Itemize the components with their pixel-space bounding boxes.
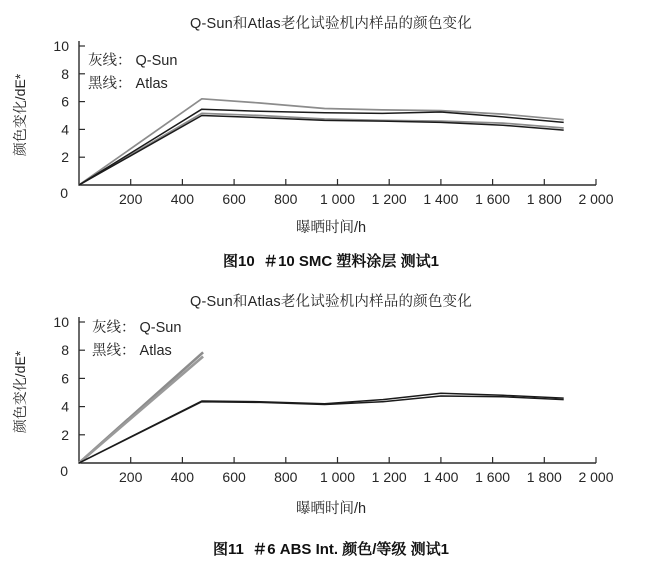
legend-entry-qsun: 灰线： Q-Sun xyxy=(88,53,178,69)
legend-fig10 xyxy=(88,50,177,96)
x-tick-label: 800 xyxy=(274,191,298,207)
y-axis-label-fig10: 颜色变化/dE* xyxy=(12,73,28,157)
x-tick-label: 1 800 xyxy=(526,469,562,485)
y-tick-label: 8 xyxy=(61,342,69,359)
x-tick-label: 1 600 xyxy=(475,469,511,485)
figure-caption-fig10: 图10 ＃10 SMC 塑料涂层 测试1 xyxy=(223,253,439,270)
series-line-atlas-2 xyxy=(79,396,564,463)
y-tick-label: 10 xyxy=(53,38,69,54)
y-tick-label: 2 xyxy=(61,426,69,443)
x-axis-label-fig11: 曝晒时间/h xyxy=(295,501,367,517)
legend-entry-qsun: 灰线： Q-Sun xyxy=(92,320,182,336)
x-tick-label: 1 200 xyxy=(371,469,407,485)
x-tick-label: 1 400 xyxy=(423,469,459,485)
x-tick-label: 1 600 xyxy=(475,191,511,207)
x-tick-label: 1 000 xyxy=(319,191,356,207)
legend-entry-atlas: 黑线： Atlas xyxy=(88,76,168,92)
y-tick-label: 2 xyxy=(61,149,69,166)
series-line-atlas-2 xyxy=(79,116,564,186)
x-tick-label: 600 xyxy=(222,191,246,207)
y-tick-label: 8 xyxy=(61,65,69,82)
y-tick-label: 4 xyxy=(61,121,69,138)
x-tick-label: 1 800 xyxy=(526,191,562,207)
x-tick-label: 400 xyxy=(170,469,195,485)
x-tick-label: 2 000 xyxy=(578,469,614,485)
x-tick-label: 400 xyxy=(170,191,195,207)
x-tick-label: 200 xyxy=(119,191,143,207)
y-tick-label: 6 xyxy=(61,93,69,110)
x-tick-label: 200 xyxy=(119,469,143,485)
line-chart-fig10 xyxy=(0,0,662,250)
x-tick-label: 1 000 xyxy=(319,469,356,485)
legend-fig11 xyxy=(92,317,181,363)
legend-entry-atlas: 黑线： Atlas xyxy=(92,343,172,359)
x-tick-label: 1 400 xyxy=(423,191,459,207)
y-tick-label: 6 xyxy=(61,370,69,387)
chart-title-fig11: Q-Sun和Atlas老化试验机内样品的颜色变化 xyxy=(190,294,472,310)
y-tick-label-zero: 0 xyxy=(60,185,68,201)
y-axis-label-fig11: 颜色变化/dE* xyxy=(12,350,28,434)
y-tick-label: 4 xyxy=(61,398,69,415)
x-tick-label: 2 000 xyxy=(578,191,614,207)
y-tick-label: 10 xyxy=(53,314,69,330)
x-axis-label-fig10: 曝晒时间/h xyxy=(295,220,367,236)
x-tick-label: 600 xyxy=(222,469,246,485)
x-tick-label: 800 xyxy=(274,469,298,485)
chart-title-fig10: Q-Sun和Atlas老化试验机内样品的颜色变化 xyxy=(190,16,472,32)
x-tick-label: 1 200 xyxy=(371,191,407,207)
y-tick-label-zero: 0 xyxy=(60,463,68,479)
figure-caption-fig11: 图11 ＃6 ABS Int. 颜色/等级 测试1 xyxy=(213,541,449,558)
